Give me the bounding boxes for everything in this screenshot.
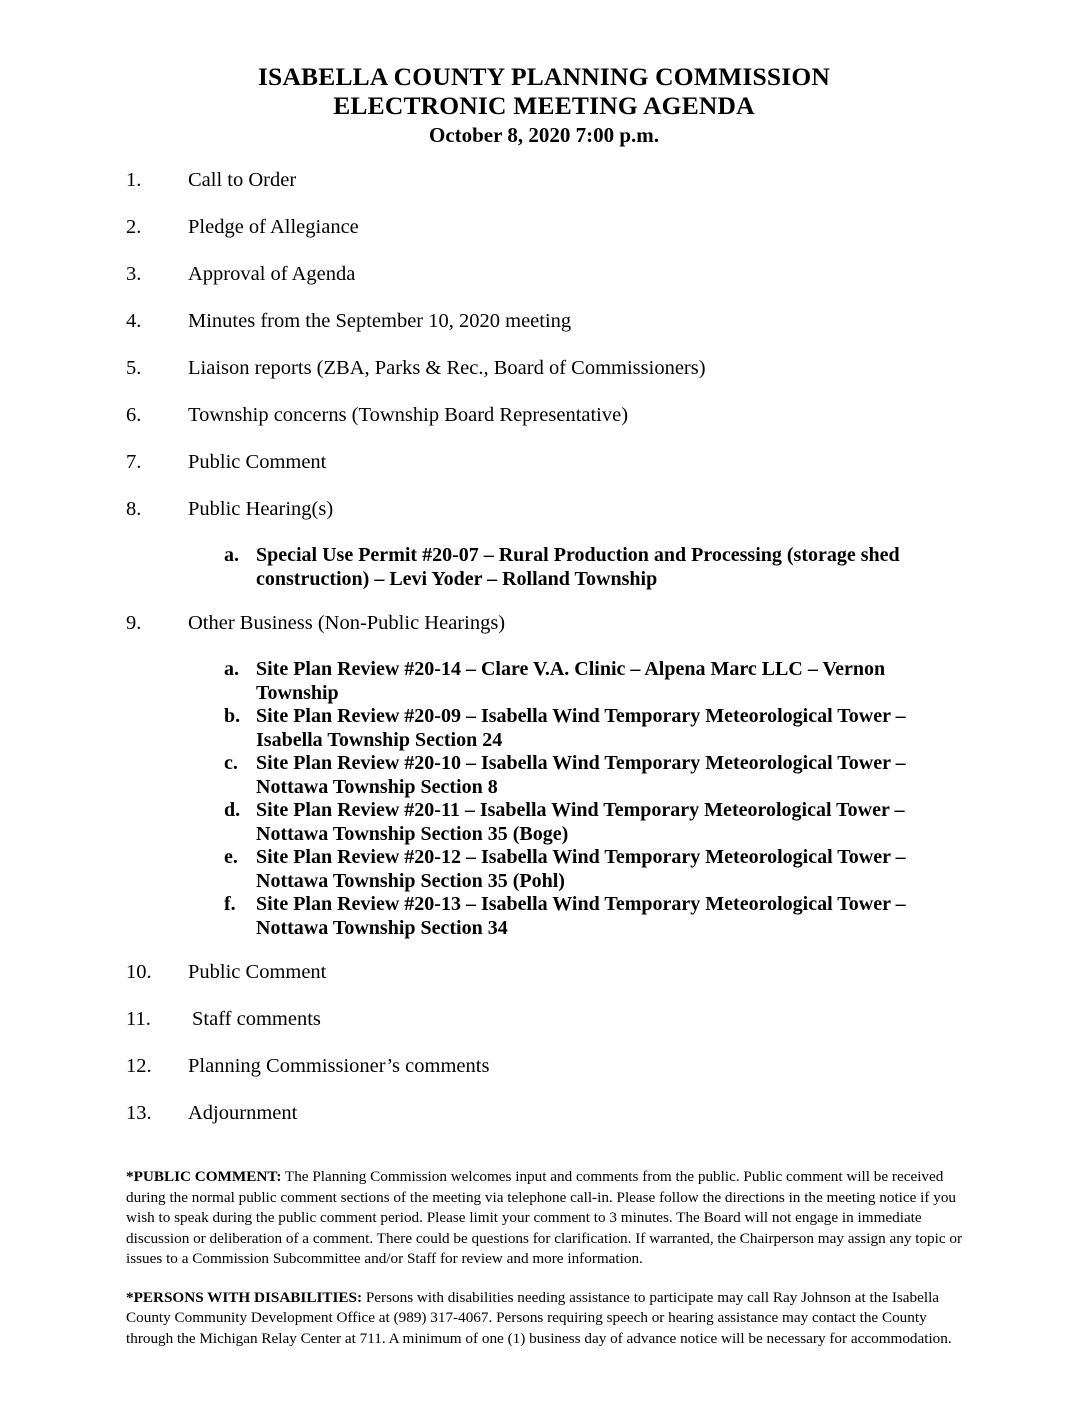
agenda-item-label: Township concerns (Township Board Representative): [188, 404, 629, 426]
footnote-body: The Planning Commission welcomes input and comments from the public. Public comment will be received during the normal public comment sections of the meeting via telephone call-in. Please follow the directions in the meeting notice if you wish to speak during the public comment period. Please limit your comment to 3 minutes. The Board will not engage in immediate discussion or deliberation of a comment. There could be questions for clarification. If warranted, the Chairperson may assign any topic or issues to a Commission Subcommittee and/or Staff for review and more information.: [126, 1168, 963, 1268]
subitem-label: Site Plan Review #20-12 – Isabella Wind Temporary Meteorological Tower – Nottawa Township Section 35 (Pohl): [256, 846, 906, 892]
public-hearing-subitem-a: [224, 544, 1088, 591]
agenda-item-number: 10.: [126, 961, 152, 983]
document-header: [0, 62, 1088, 149]
agenda-item-label: Approval of Agenda: [188, 263, 356, 285]
agenda-item-6: [0, 403, 1088, 427]
agenda-item-number: 11.: [126, 1008, 151, 1030]
agenda-item-number: 8.: [126, 498, 142, 520]
subitem-letter: d.: [224, 799, 241, 821]
agenda-item-11: [0, 1007, 1088, 1031]
agenda-item-number: 1.: [126, 169, 142, 191]
agenda-item-10: [0, 960, 1088, 984]
other-business-subitem-f: [224, 893, 1088, 940]
subitem-letter: f.: [224, 893, 236, 915]
agenda-item-number: 7.: [126, 451, 142, 473]
agenda-item-2: [0, 215, 1088, 239]
agenda-item-3: [0, 262, 1088, 286]
subitem-label: Site Plan Review #20-13 – Isabella Wind Temporary Meteorological Tower – Nottawa Township Section 34: [256, 893, 906, 939]
page-title-line-1: ISABELLA COUNTY PLANNING COMMISSION: [257, 62, 831, 91]
agenda-item-1: [0, 168, 1088, 192]
agenda-item-label: Minutes from the September 10, 2020 meeting: [188, 310, 572, 332]
agenda-item-8: [0, 497, 1088, 521]
subitem-letter: b.: [224, 705, 241, 727]
subitem-label: Site Plan Review #20-10 – Isabella Wind Temporary Meteorological Tower – Nottawa Township Section 8: [256, 752, 906, 798]
agenda-item-label: Adjournment: [188, 1102, 298, 1124]
agenda-item-number: 4.: [126, 310, 142, 332]
agenda-item-number: 3.: [126, 263, 142, 285]
agenda-item-12: [0, 1054, 1088, 1078]
agenda-item-label: Public Comment: [188, 961, 327, 983]
subitem-letter: c.: [224, 752, 238, 774]
other-business-subitem-c: [224, 752, 1088, 799]
agenda-item-label: Staff comments: [192, 1008, 321, 1030]
agenda-item-number: 9.: [126, 612, 142, 634]
agenda-item-number: 12.: [126, 1055, 152, 1077]
agenda-item-13: [0, 1101, 1088, 1125]
agenda-item-7: [0, 450, 1088, 474]
subitem-letter: e.: [224, 846, 238, 868]
agenda-item-number: 13.: [126, 1102, 152, 1124]
agenda-item-label: Public Comment: [188, 451, 327, 473]
agenda-item-label: Liaison reports (ZBA, Parks & Rec., Board of Commissioners): [188, 357, 706, 379]
agenda-item-label: Public Hearing(s): [188, 498, 334, 520]
other-business-subitem-b: [224, 705, 1088, 752]
subitem-label: Site Plan Review #20-14 – Clare V.A. Clinic – Alpena Marc LLC – Vernon Township: [256, 658, 886, 704]
page-title-line-2: ELECTRONIC MEETING AGENDA: [333, 91, 755, 120]
agenda-list: [0, 168, 1088, 1148]
public-hearings-subitem-list: [0, 544, 1088, 591]
footnote-label: *PERSONS WITH DISABILITIES:: [126, 1288, 363, 1306]
agenda-item-label: Pledge of Allegiance: [188, 216, 359, 238]
subitem-label: Site Plan Review #20-09 – Isabella Wind Temporary Meteorological Tower – Isabella Township Section 24: [256, 705, 906, 751]
agenda-item-5: [0, 356, 1088, 380]
agenda-item-label: Other Business (Non-Public Hearings): [188, 612, 506, 634]
other-business-subitem-e: [224, 846, 1088, 893]
agenda-item-label: Planning Commissioner’s comments: [188, 1055, 490, 1077]
agenda-item-label: Call to Order: [188, 169, 297, 191]
footnote-public-comment: [126, 1167, 966, 1270]
other-business-subitem-a: [224, 658, 1088, 705]
subitem-letter: a.: [224, 544, 239, 566]
agenda-item-number: 2.: [126, 216, 142, 238]
agenda-item-9: [0, 611, 1088, 635]
subitem-letter: a.: [224, 658, 239, 680]
subitem-label: Special Use Permit #20-07 – Rural Production and Processing (storage shed construction) – Levi Yoder – Rolland Township: [256, 544, 900, 590]
subitem-label: Site Plan Review #20-11 – Isabella Wind Temporary Meteorological Tower – Nottawa Township Section 35 (Boge): [256, 799, 905, 845]
agenda-item-number: 5.: [126, 357, 142, 379]
footnotes-section: [126, 1152, 966, 1367]
meeting-datetime: October 8, 2020 7:00 p.m.: [428, 123, 659, 147]
other-business-subitem-d: [224, 799, 1088, 846]
agenda-item-number: 6.: [126, 404, 142, 426]
footnote-label: *PUBLIC COMMENT:: [126, 1168, 282, 1186]
agenda-item-4: [0, 309, 1088, 333]
other-business-subitem-list: [0, 658, 1088, 940]
footnote-persons-with-disabilities: [126, 1288, 966, 1350]
footnote-body: Persons with disabilities needing assistance to participate may call Ray Johnson at the Isabella County Community Development Office at (989) 317-4067. Persons requiring speech or hearing assistance may contact the County through the Michigan Relay Center at 711. A minimum of one (1) business day of advance notice will be necessary for accommodation.: [126, 1288, 952, 1347]
